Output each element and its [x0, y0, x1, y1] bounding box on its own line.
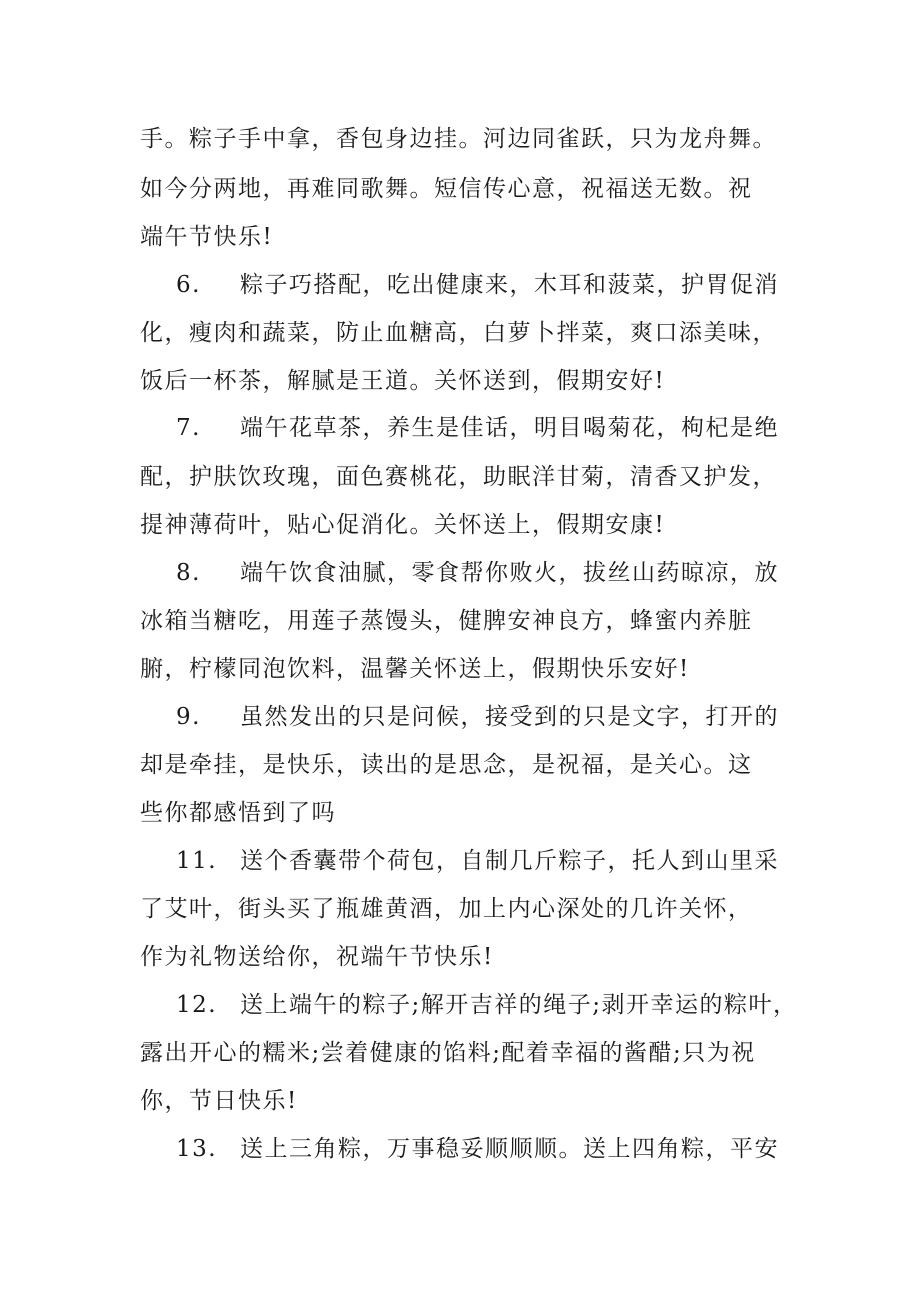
text-line: 饭后一杯茶，解腻是王道。关怀送到，假期安好! — [140, 368, 666, 394]
text-line: 配，护肤饮玫瑰，面色赛桃花，助眠洋甘菊，清香又护发， — [140, 464, 777, 490]
text-line: 端午节快乐! — [140, 224, 274, 250]
item-number: 11. — [176, 848, 218, 874]
text-line: 了艾叶，街头买了瓶雄黄酒，加上内心深处的几许关怀， — [140, 896, 753, 922]
text-line: 却是牵挂，是快乐，读出的是思念，是祝福，是关心。这 — [140, 752, 753, 778]
text-line: 提神薄荷叶，贴心促消化。关怀送上，假期安康! — [140, 512, 666, 538]
item-number: 9. — [176, 704, 201, 730]
list-item-6: 6. 粽子巧搭配，吃出健康来，木耳和菠菜，护胃促消 — [176, 272, 779, 298]
text-line: 手。粽子手中拿，香包身边挂。河边同雀跃，只为龙舟舞。 — [140, 126, 777, 152]
text-line: 如今分两地，再难同歌舞。短信传心意，祝福送无数。祝 — [140, 176, 753, 202]
list-item-13: 13. 送上三角粽，万事稳妥顺顺顺。送上四角粽，平安 — [176, 1136, 779, 1162]
list-item-12: 12. 送上端午的粽子;解开吉祥的绳子;剥开幸运的粽叶， — [176, 992, 798, 1018]
list-item-8: 8. 端午饮食油腻，零食帮你败火，拔丝山药晾凉，放 — [176, 560, 779, 586]
text-line: 些你都感悟到了吗 — [140, 800, 336, 826]
text-line: 你，节日快乐! — [140, 1088, 298, 1114]
list-item-9: 9. 虽然发出的只是问候，接受到的只是文字，打开的 — [176, 704, 779, 730]
text-line: 露出开心的糯米;尝着健康的馅料;配着幸福的酱醋;只为祝 — [140, 1040, 756, 1066]
text-line: 冰箱当糖吃，用莲子蒸馒头，健脾安神良方，蜂蜜内养脏 — [140, 608, 753, 634]
item-number: 6. — [176, 272, 201, 298]
text-line: 腑，柠檬同泡饮料，温馨关怀送上，假期快乐安好! — [140, 656, 690, 682]
text-line: 作为礼物送给你，祝端午节快乐! — [140, 944, 494, 970]
item-number: 12. — [176, 992, 218, 1018]
item-number: 13. — [176, 1136, 218, 1162]
item-number: 8. — [176, 560, 201, 586]
list-item-11: 11. 送个香囊带个荷包，自制几斤粽子，托人到山里采 — [176, 848, 779, 874]
text-line: 化，瘦肉和蔬菜，防止血糖高，白萝卜拌菜，爽口添美味， — [140, 320, 777, 346]
item-number: 7. — [176, 415, 201, 441]
list-item-7: 7. 端午花草茶，养生是佳话，明目喝菊花，枸杞是绝 — [176, 415, 779, 441]
